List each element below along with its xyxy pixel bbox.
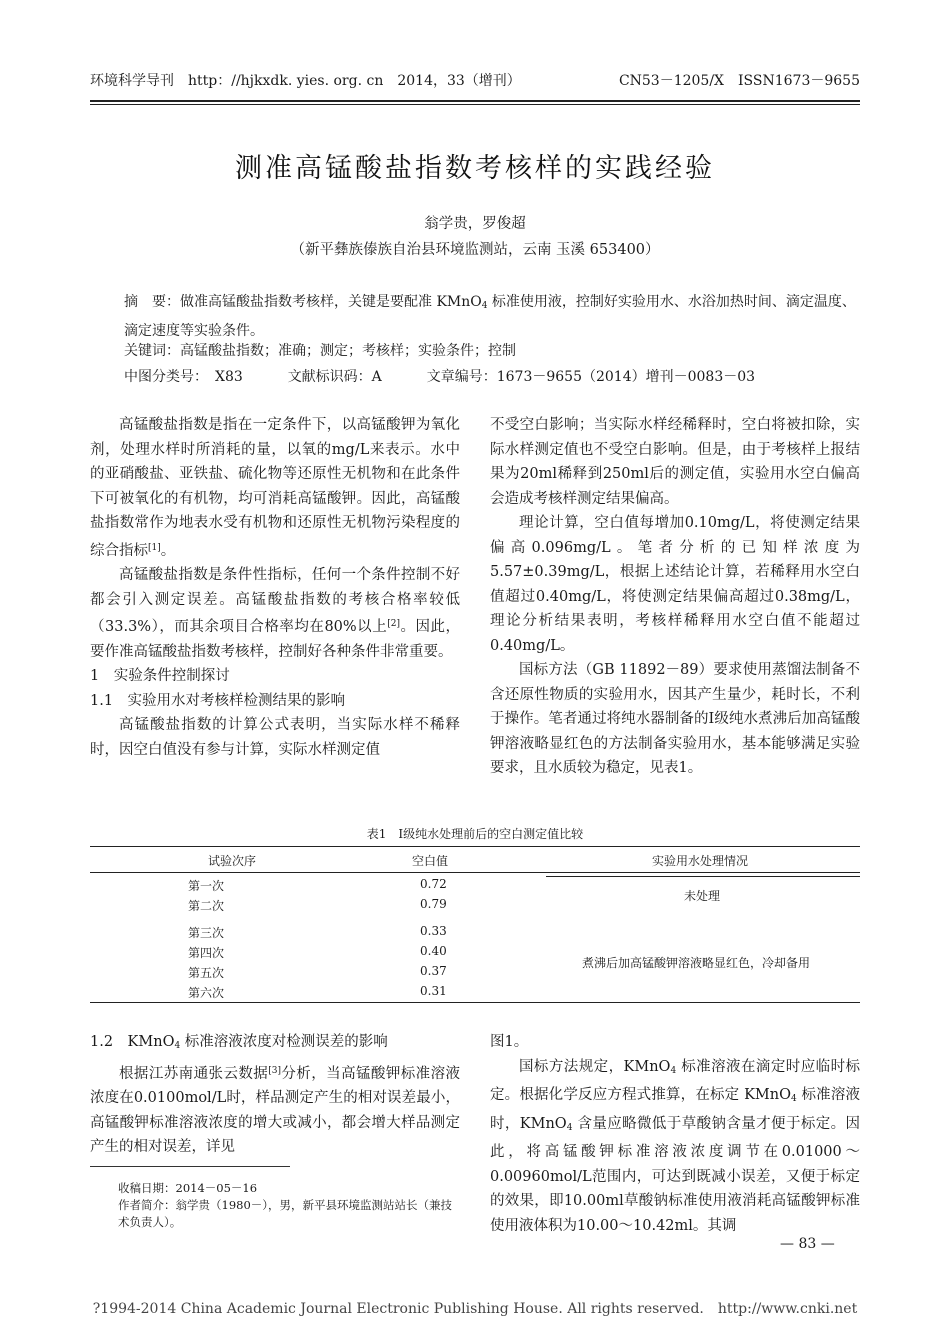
paragraph: 理论计算，空白值每增加0.10mg/L，将使测定结果偏高0.096mg/L。笔者分析的已知样浓度为5.57±0.39mg/L，根据上述结论计算，若稀释用水空白值超过0.40mg/L，将使测定结果偏高超过0.38mg/L，理论分析结果表明，考核样稀释用水空白值不能超过0.40mg/L。: [490, 515, 860, 654]
affiliation: （新平彝族傣族自治县环境监测站，云南 玉溪 653400）: [290, 242, 660, 258]
paragraph: 根据江苏南通张云数据[3]分析，当高锰酸钾标准溶液浓度在0.0100mol/L时，样品测定产生的相对误差最小，高锰酸钾标准溶液浓度的增大或减小，都会增大样品测定产生的相对误差，详见: [90, 1065, 461, 1155]
table-cell: 第二次: [188, 899, 225, 913]
right-column-bottom: [490, 1030, 860, 1238]
copyright-footer: ?1994-2014 China Academic Journal Electronic Publishing House. All rights reserved. http://www.cnki.net: [92, 1301, 858, 1317]
table-cell: 0.79: [420, 897, 447, 911]
author-bio: 作者简介：翁学贵（1980－），男，新平县环境监测站站长（兼技术负责人）。: [118, 1198, 453, 1229]
paragraph: 国标方法规定，KMnO$_4$ 标准溶液在滴定时应临时标定。根据化学反应方程式推算，在标定 KMnO$_4$ 标准溶液时，KMnO$_4$ 含量应略微低于草酸钠含量才便于标定。因此，将高锰酸钾标准溶液浓度调节在0.01000～0.00960mol/L范围内，可达到既减小误差，又便于标定的效果，即10.00ml草酸钠标准使用液消耗高锰酸钾标准使用液体积为10.00～10.42ml。其调: [490, 1058, 861, 1234]
table-cell: 煮沸后加高锰酸钾溶液略显红色，冷却备用: [582, 956, 811, 970]
table-header: 试验次序: [208, 854, 257, 868]
table-cell: 第五次: [188, 966, 225, 980]
paragraph: 高锰酸盐指数的计算公式表明，当实际水样不稀释时，因空白值没有参与计算，实际水样测定值: [90, 717, 460, 758]
table-cell: 0.31: [420, 984, 447, 998]
table-top-rule: [90, 846, 860, 847]
left-column-bottom: [90, 1030, 460, 1160]
header-rule-thin: [90, 104, 860, 105]
table-cell: 0.37: [420, 964, 447, 978]
table-caption: 表1 Ⅰ级纯水处理前后的空白测定值比较: [366, 827, 584, 841]
clc-number: 中图分类号： X83: [124, 369, 243, 385]
table-header-rule: [90, 872, 860, 873]
table-cell: 0.40: [420, 944, 447, 958]
paragraph: 高锰酸盐指数是指在一定条件下，以高锰酸钾为氧化剂，处理水样时所消耗的量，以氧的mg/L来表示。水中的亚硝酸盐、亚铁盐、硫化物等还原性无机物和在此条件下可被氧化的有机物，均可消耗高锰酸钾。因此，高锰酸盐指数常作为地表水受有机物和还原性无机物污染程度的综合指标[1]。: [90, 417, 460, 559]
journal-info: 环境科学导刊 http：//hjkxdk. yies. org. cn 2014，33（增刊）: [90, 73, 521, 89]
running-header: [90, 70, 860, 96]
table-header: 实验用水处理情况: [652, 854, 749, 868]
table-inner-rule: [546, 876, 860, 877]
paragraph: 不受空白影响；当实际水样经稀释时，空白将被扣除，实际水样测定值也不受空白影响。但是，由于考核样上报结果为20ml稀释到250ml后的测定值，实验用水空白偏高会造成考核样测定结果偏高。: [490, 417, 860, 507]
abstract-label: 摘 要：: [124, 294, 180, 310]
table-cell: 0.33: [420, 924, 447, 938]
paragraph: 国标方法（GB 11892－89）要求使用蒸馏法制备不含还原性物质的实验用水，因其产生量少，耗时长，不利于操作。笔者通过将纯水器制备的Ⅰ级纯水煮沸后加高锰酸钾溶液略显红色的方法制备实验用水，基本能够满足实验要求，且水质较为稳定，见表1。: [490, 662, 860, 776]
authors: 翁学贵，罗俊超: [424, 216, 526, 232]
table-cell: 未处理: [684, 889, 721, 903]
paragraph: 图1。: [490, 1034, 529, 1050]
subsection-heading: 1.2 KMnO$_4$ 标准溶液浓度对检测误差的影响: [90, 1034, 388, 1051]
paragraph: 高锰酸盐指数是条件性指标，任何一个条件控制不好都会引入测定误差。高锰酸盐指数的考核合格率较低（33.3%），而其余项目合格率均在80%以上[2]。因此，要作准高锰酸盐指数考核样，控制好各种条件非常重要。: [90, 567, 461, 660]
table-cell: 第四次: [188, 946, 225, 960]
table-header: 空白值: [412, 854, 449, 868]
subsection-heading: 1.1 实验用水对考核样检测结果的影响: [90, 692, 346, 709]
document-code: 文献标识码：A: [287, 369, 382, 385]
table-bottom-rule: [90, 1002, 860, 1003]
footnote-rule: [90, 1166, 290, 1167]
abstract-text: 做准高锰酸盐指数考核样，关键是要配准 KMnO: [180, 294, 482, 310]
abstract: 摘 要：做准高锰酸盐指数考核样，关键是要配准 KMnO$_4$ 标准使用液，控制好实验用水、水浴加热时间、滴定温度、滴定速度等实验条件。: [124, 294, 856, 339]
right-column-top: [490, 413, 860, 781]
table-cell: 第六次: [188, 986, 225, 1000]
keywords-text: 高锰酸盐指数；准确；测定；考核样；实验条件；控制: [180, 343, 516, 359]
section-heading: 1 实验条件控制探讨: [90, 668, 230, 684]
article-number: 文章编号：1673－9655（2014）增刊－0083－03: [426, 369, 756, 385]
classification: [124, 366, 755, 386]
table-cell: 第三次: [188, 926, 225, 940]
header-rule: [90, 100, 860, 102]
received-date: 收稿日期：2014－05－16: [118, 1181, 258, 1195]
issn-info: CN53－1205/X ISSN1673－9655: [618, 73, 860, 89]
table-cell: 0.72: [420, 877, 447, 891]
keywords: 关键词：高锰酸盐指数；准确；测定；考核样；实验条件；控制: [124, 343, 516, 359]
table-cell: 第一次: [188, 879, 225, 893]
left-column-top: [90, 413, 460, 762]
page-number: — 83 —: [780, 1236, 835, 1252]
paper-title: 测准高锰酸盐指数考核样的实践经验: [235, 153, 715, 184]
